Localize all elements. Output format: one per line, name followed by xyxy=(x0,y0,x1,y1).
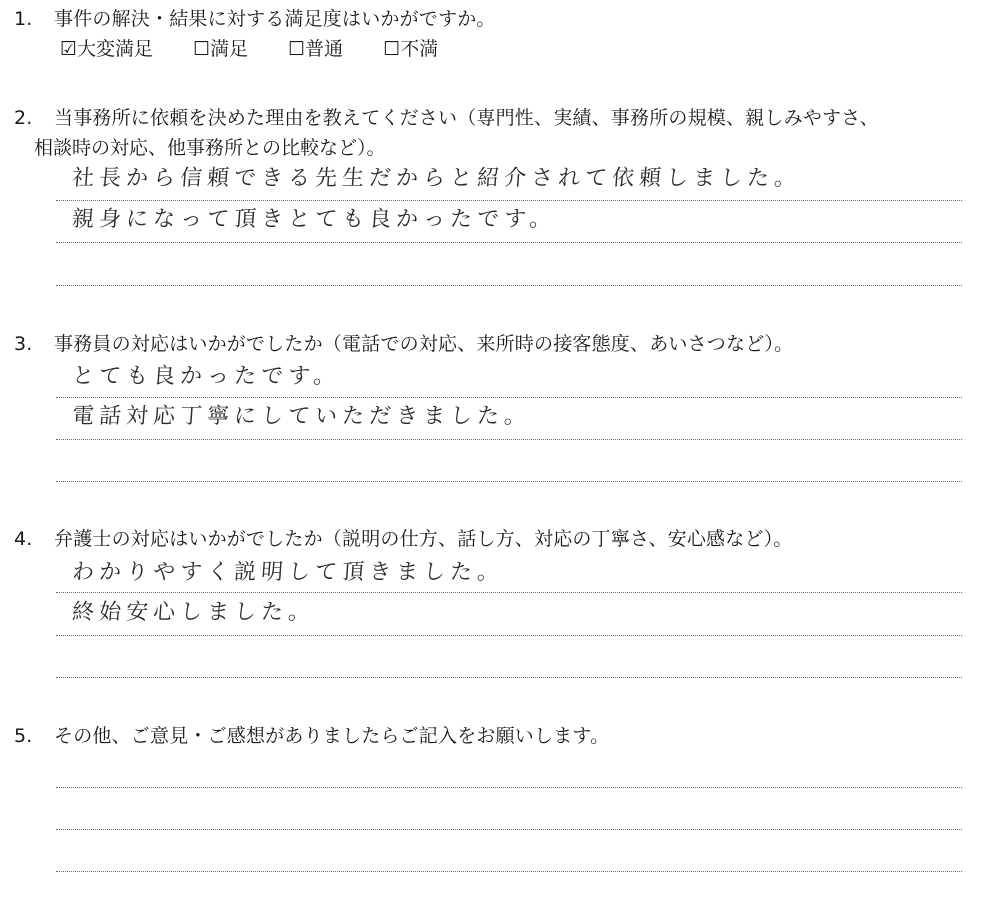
answer-line: 親身になって頂きとても良かったです。 xyxy=(71,207,558,232)
choice-label: 大変満足 xyxy=(77,38,154,60)
question-1 xyxy=(14,6,496,32)
answer-rule xyxy=(56,871,962,872)
choice-dissatisfied[interactable] xyxy=(383,36,438,62)
question-text: 事件の解決・結果に対する満足度はいかがですか。 xyxy=(54,8,496,30)
choice-label: 不満 xyxy=(400,38,439,60)
answer-rule xyxy=(56,285,962,286)
question-2 xyxy=(14,105,879,131)
answer-rule xyxy=(56,677,962,678)
answer-line: 社長から信頼できる先生だからと紹介されて依頼しました。 xyxy=(71,166,802,191)
question-2-continued: 相談時の対応、他事務所との比較など）。 xyxy=(34,137,386,159)
answer-line: 終始安心しました。 xyxy=(71,600,316,625)
satisfaction-choices xyxy=(60,36,472,62)
checked-box-icon[interactable]: ☑ xyxy=(60,38,78,60)
choice-label: 満足 xyxy=(210,38,249,60)
question-text: 弁護士の対応はいかがでしたか（説明の仕方、話し方、対応の丁寧さ、安心感など）。 xyxy=(54,528,793,550)
answer-line: 電話対応丁寧にしていただきました。 xyxy=(71,404,532,429)
question-number: 2. xyxy=(14,107,33,129)
answer-rule xyxy=(56,592,962,593)
question-5 xyxy=(14,723,609,749)
question-number: 4. xyxy=(14,528,33,550)
answer-rule xyxy=(56,200,962,201)
question-text: 事務員の対応はいかがでしたか（電話での対応、来所時の接客態度、あいさつなど）。 xyxy=(54,333,794,355)
question-3 xyxy=(14,331,793,357)
answer-rule xyxy=(56,787,962,788)
question-4 xyxy=(14,526,793,552)
question-number: 1. xyxy=(14,8,33,30)
question-number: 5. xyxy=(14,725,33,747)
question-number: 3. xyxy=(14,333,33,355)
answer-rule xyxy=(56,397,962,398)
choice-normal[interactable] xyxy=(288,36,343,62)
answer-rule xyxy=(56,242,962,243)
answer-rule xyxy=(56,439,962,440)
question-text: 当事務所に依頼を決めた理由を教えてください（専門性、実績、事務所の規模、親しみやすさ、 xyxy=(54,107,879,129)
checkbox-icon[interactable]: ☐ xyxy=(383,38,401,60)
question-text: その他、ご意見・ご感想がありましたらご記入をお願いします。 xyxy=(54,725,610,747)
answer-rule xyxy=(56,829,962,830)
choice-label: 普通 xyxy=(305,38,344,60)
answer-rule xyxy=(56,481,962,482)
answer-rule xyxy=(56,635,962,636)
choice-very-satisfied[interactable] xyxy=(60,36,153,62)
answer-line: わかりやすく説明して頂きました。 xyxy=(71,560,505,585)
checkbox-icon[interactable]: ☐ xyxy=(193,38,211,60)
answer-line: とても良かったです。 xyxy=(71,364,342,389)
choice-satisfied[interactable] xyxy=(193,36,248,62)
checkbox-icon[interactable]: ☐ xyxy=(288,38,306,60)
